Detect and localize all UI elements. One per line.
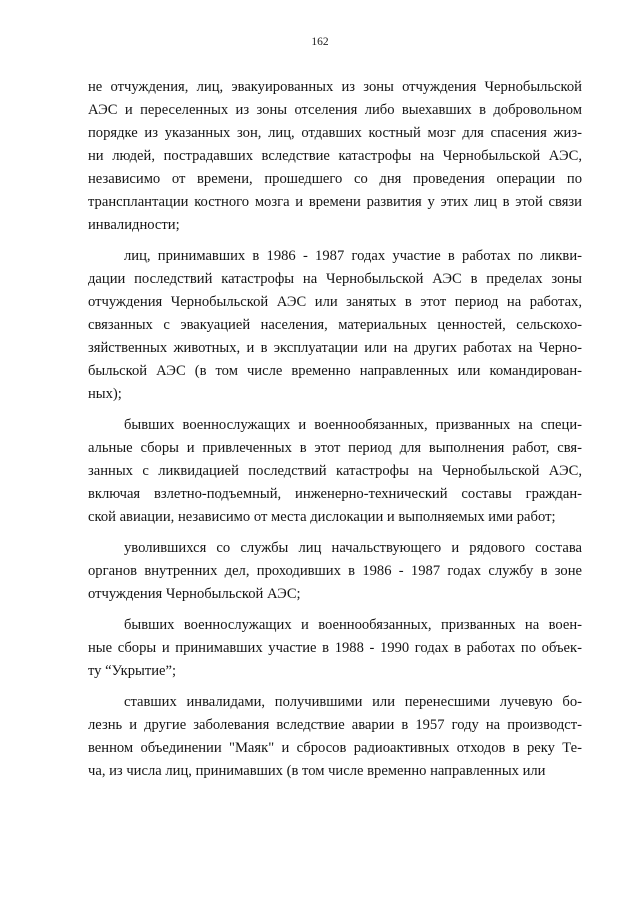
text-line: венном объединении "Маяк" и сбросов радиоактивных отходов в реку Те- <box>88 740 582 756</box>
paragraph <box>88 537 582 606</box>
text-line: ча, из числа лиц, принимавших (в том числе временно направленных или <box>88 763 546 779</box>
text-line: дации последствий катастрофы на Чернобыльской АЭС в пределах зоны <box>88 271 582 287</box>
text-line: независимо от времени, прошедшего со дня проведения операции по <box>88 171 582 187</box>
text-line: ту “Укрытие”; <box>88 663 177 679</box>
text-line: ни людей, пострадавших вследствие катастрофы на Чернобыльской АЭС, <box>88 148 582 164</box>
text-line: альные сборы и привлеченных в этот период для выполнения работ, свя- <box>88 440 582 456</box>
text-line: занных с ликвидацией последствий катастрофы на Чернобыльской АЭС, <box>88 463 582 479</box>
document-body <box>88 76 582 783</box>
text-line: лиц, принимавших в 1986 - 1987 годах участие в работах по ликви- <box>124 248 582 264</box>
paragraph-gap <box>88 237 582 245</box>
text-line: отчуждения Чернобыльской АЭС или занятых в этот период на работах, <box>88 294 582 310</box>
page-number: 162 <box>311 36 329 48</box>
text-line: отчуждения Чернобыльской АЭС; <box>88 586 301 602</box>
paragraph-gap <box>88 406 582 414</box>
text-line: трансплантации костного мозга и времени развития у этих лиц в этой связи <box>88 194 582 210</box>
text-line: уволившихся со службы лиц начальствующего и рядового состава <box>124 540 582 556</box>
paragraph <box>88 76 582 237</box>
text-line: бывших военнослужащих и военнообязанных, призванных на воен- <box>124 617 582 633</box>
text-line: порядке из указанных зон, лиц, отдавших костный мозг для спасения жиз- <box>88 125 582 141</box>
text-line: бывших военнослужащих и военнообязанных, призванных на специ- <box>124 417 582 433</box>
paragraph <box>88 691 582 783</box>
text-line: ставших инвалидами, получившими или перенесшими лучевую бо- <box>124 694 582 710</box>
text-line: быльской АЭС (в том числе временно направленных или командирован- <box>88 363 582 379</box>
paragraph-gap <box>88 529 582 537</box>
paragraph-gap <box>88 683 582 691</box>
text-line: ных); <box>88 386 122 402</box>
text-line: АЭС и переселенных из зоны отселения либо выехавших в добровольном <box>88 102 582 118</box>
text-line: ные сборы и принимавших участие в 1988 - 1990 годах в работах по объек- <box>88 640 582 656</box>
text-line: ской авиации, независимо от места дислокации и выполняемых ими работ; <box>88 509 556 525</box>
paragraph <box>88 614 582 683</box>
text-line: включая взлетно-подъемный, инженерно-технический составы граждан- <box>88 486 582 502</box>
text-line: не отчуждения, лиц, эвакуированных из зоны отчуждения Чернобыльской <box>88 79 582 95</box>
paragraph <box>88 245 582 406</box>
text-line: органов внутренних дел, проходивших в 1986 - 1987 годах службу в зоне <box>88 563 582 579</box>
paragraph <box>88 414 582 529</box>
text-line: зяйственных животных, и в эксплуатации или на других работах на Черно- <box>88 340 582 356</box>
paragraph-gap <box>88 606 582 614</box>
text-line: связанных с эвакуацией населения, материальных ценностей, сельскохо- <box>88 317 582 333</box>
text-line: инвалидности; <box>88 217 180 233</box>
text-line: лезнь и другие заболевания вследствие аварии в 1957 году на производст- <box>88 717 582 733</box>
